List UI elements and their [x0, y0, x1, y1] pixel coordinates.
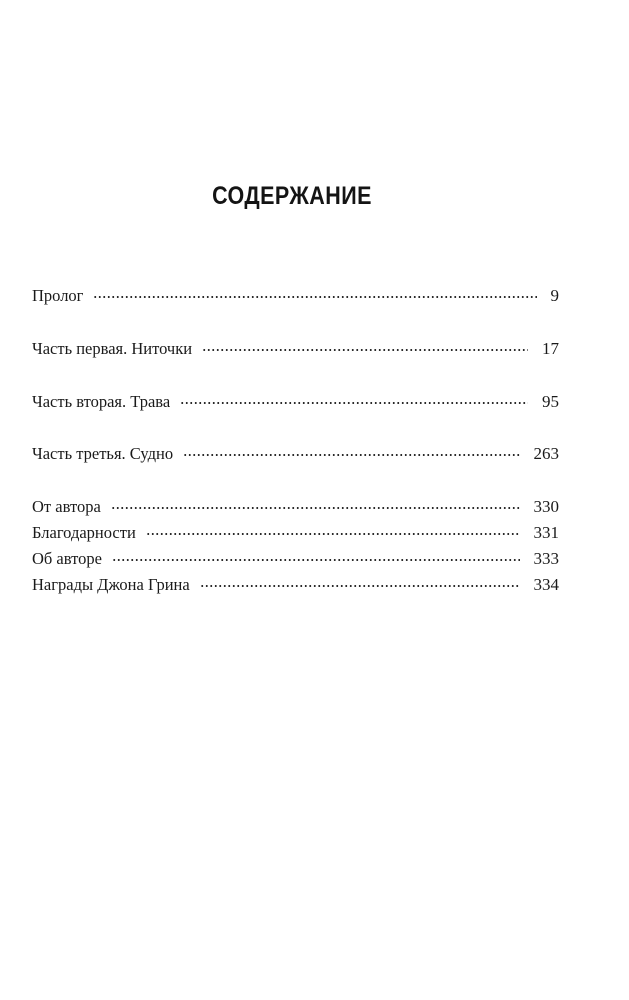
toc-entry-label: Благодарности	[32, 523, 136, 542]
toc-entry-label: Часть вторая. Трава	[32, 392, 171, 411]
toc-entry-page: 17	[542, 339, 559, 358]
toc-entry	[32, 339, 559, 365]
toc-entry	[32, 549, 559, 575]
dot-leader	[183, 454, 519, 456]
toc-entry	[32, 523, 559, 549]
toc-title: СОДЕРЖАНИЕ	[212, 182, 372, 210]
toc-entry-label: Часть третья. Судно	[32, 444, 174, 463]
dot-leader	[180, 402, 528, 404]
dot-leader	[93, 296, 536, 298]
dot-leader	[111, 507, 520, 509]
toc-entry-page: 331	[533, 523, 559, 542]
toc-entry-label: Часть первая. Ниточки	[32, 339, 193, 358]
toc-entry-page: 95	[542, 392, 559, 411]
toc-entry	[32, 575, 559, 601]
toc-entry	[32, 444, 559, 470]
toc-entry	[32, 392, 559, 418]
toc-entry	[32, 497, 559, 523]
toc-entry-page: 9	[550, 286, 559, 305]
toc-entry-page: 263	[533, 444, 559, 463]
toc-entry-page: 330	[533, 497, 559, 516]
toc-entry-part-one	[32, 339, 559, 365]
toc-entry-label: Об авторе	[32, 549, 102, 568]
dot-leader	[146, 533, 520, 535]
dot-leader	[202, 349, 528, 351]
dot-leader	[200, 585, 520, 587]
dot-leader	[112, 559, 520, 561]
toc-entry-label: От автора	[32, 497, 101, 516]
toc-entry-label: Пролог	[32, 286, 84, 305]
toc-entry-part-two	[32, 392, 559, 418]
toc-entry-page: 334	[533, 575, 559, 594]
toc-entry-part-three	[32, 444, 559, 470]
toc-entry-label: Награды Джона Грина	[32, 575, 190, 594]
toc-entry-page: 333	[533, 549, 559, 568]
toc-appendix-group	[32, 497, 559, 601]
toc-entry	[32, 286, 559, 312]
toc-entry-prologue	[32, 286, 559, 312]
